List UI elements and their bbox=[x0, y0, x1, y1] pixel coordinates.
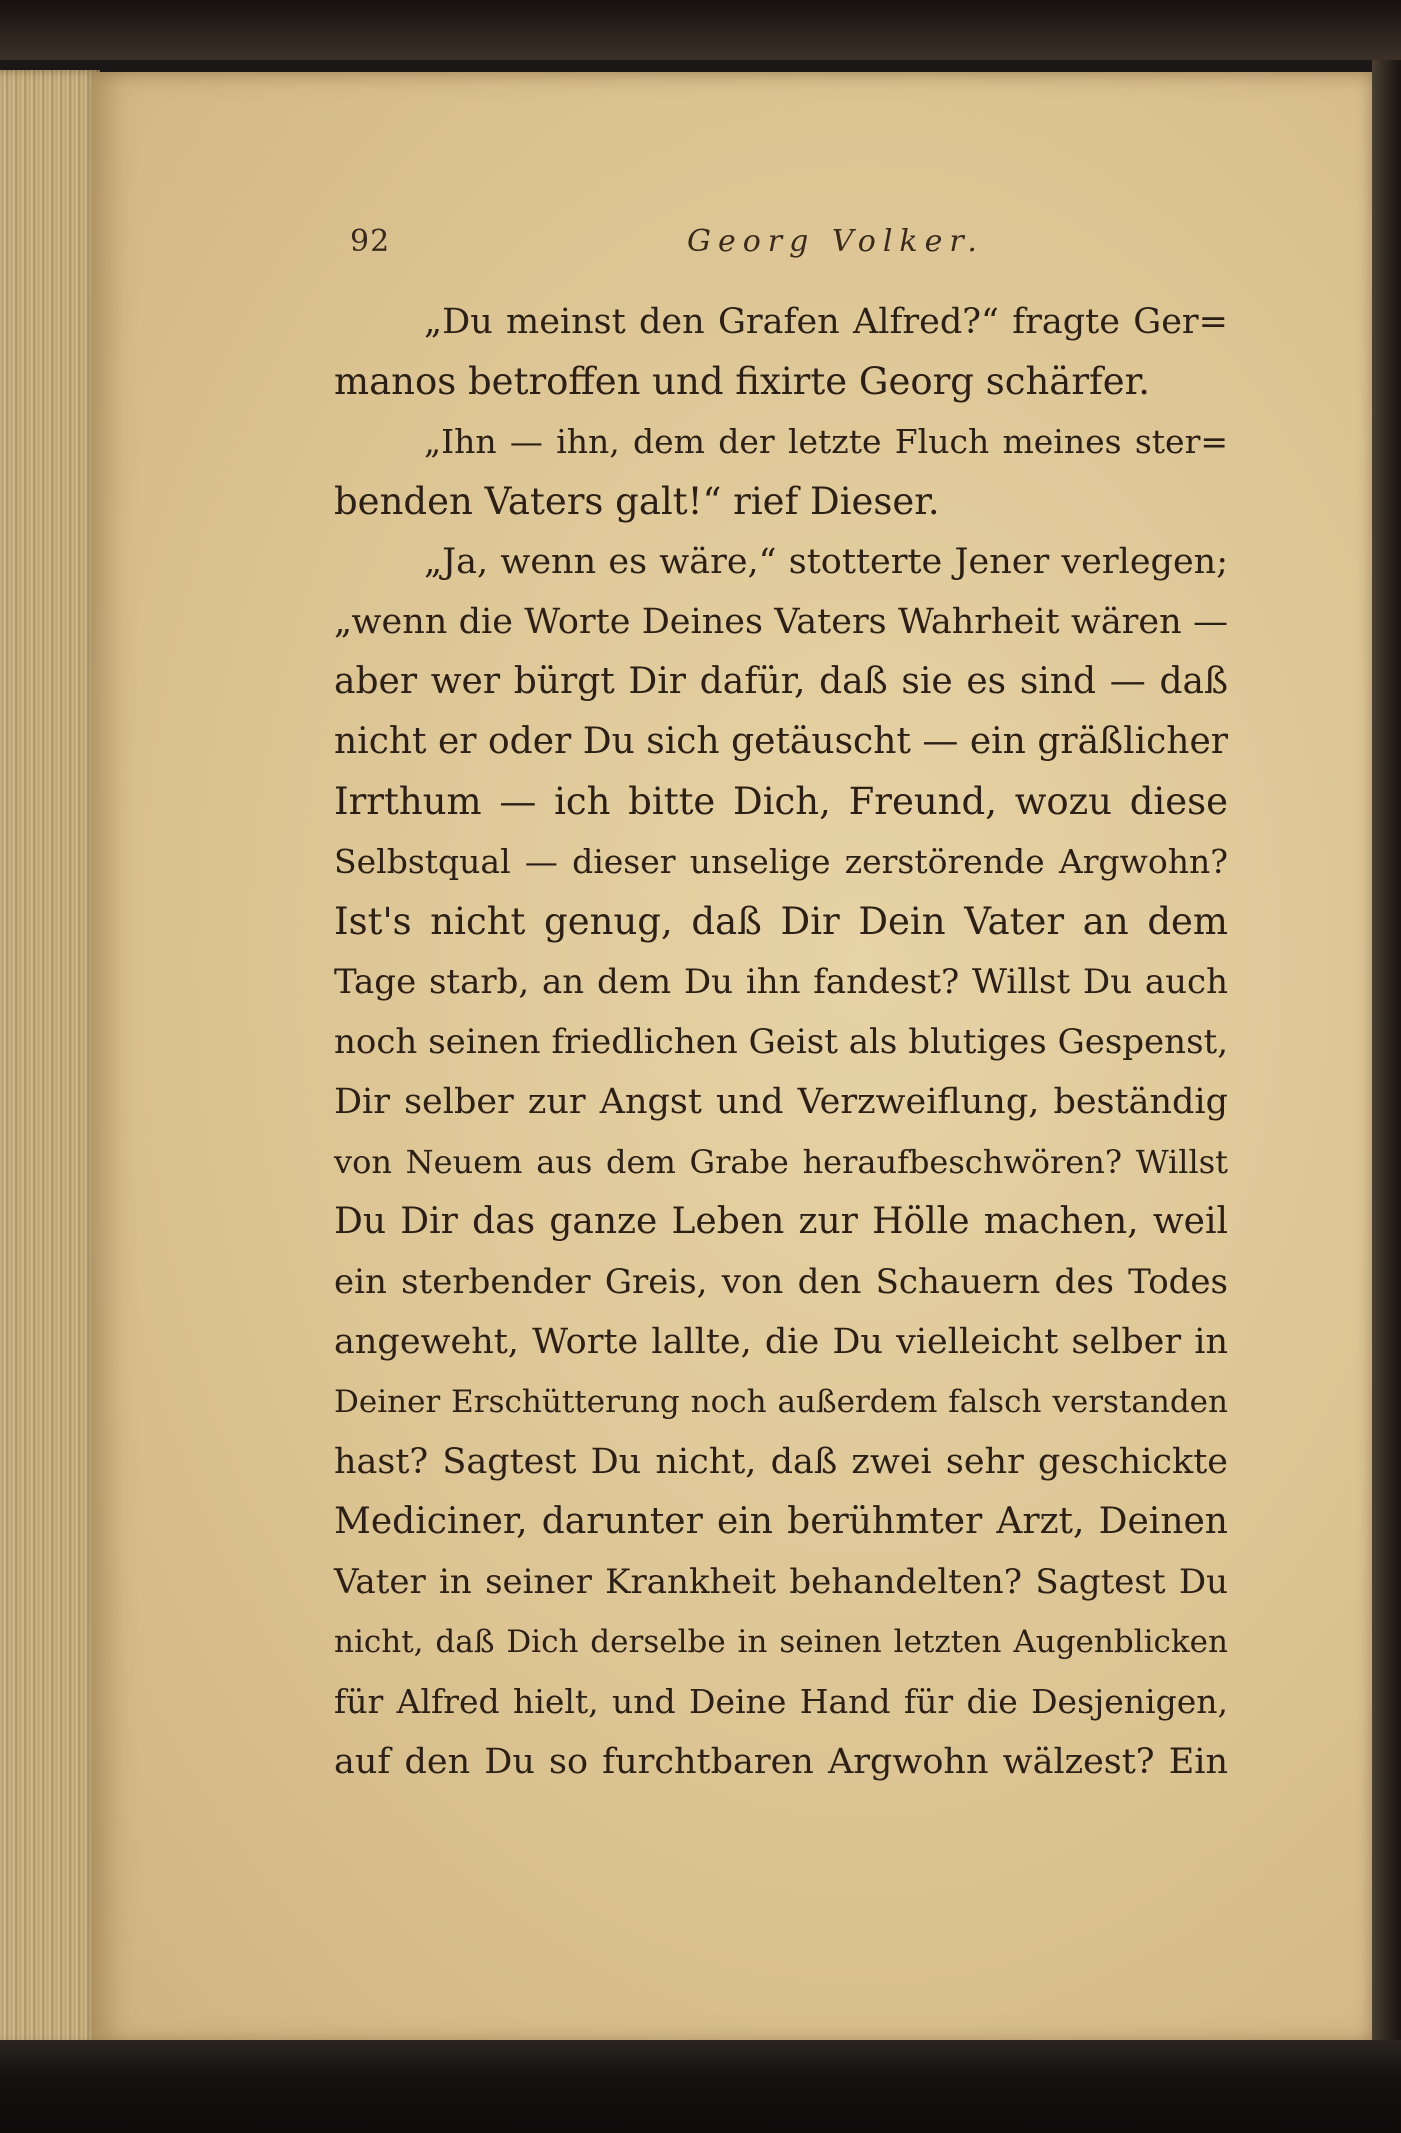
scan-top-border bbox=[0, 0, 1401, 60]
scan-right-border bbox=[1372, 60, 1401, 2045]
text-line: nicht er oder Du sich getäuscht — ein gräßlicher bbox=[334, 721, 1228, 762]
text-line: auf den Du so furchtbaren Argwohn wälzest? Ein bbox=[334, 1742, 1228, 1782]
text-line: von Neuem aus dem Grabe heraufbeschwören? Willst bbox=[334, 1143, 1228, 1181]
text-line: Ist's nicht genug, daß Dir Dein Vater an dem bbox=[334, 900, 1228, 943]
text-line: nicht, daß Dich derselbe in seinen letzten Augenblicken bbox=[334, 1624, 1228, 1660]
text-line: Irrthum — ich bitte Dich, Freund, wozu diese bbox=[334, 780, 1228, 823]
text-line: benden Vaters galt!“ rief Dieser. bbox=[334, 480, 940, 523]
text-line: manos betroffen und fixirte Georg schärfer. bbox=[334, 360, 1151, 403]
text-line: ein sterbender Greis, von den Schauern des Todes bbox=[334, 1262, 1228, 1302]
text-line: Selbstqual — dieser unselige zerstörende Argwohn? bbox=[334, 842, 1228, 881]
scan-bottom-border bbox=[0, 2040, 1401, 2133]
text-line: Mediciner, darunter ein berühmter Arzt, Deinen bbox=[334, 1501, 1228, 1542]
book-page-edges bbox=[0, 70, 100, 2045]
text-line: aber wer bürgt Dir dafür, daß sie es sind — daß bbox=[334, 661, 1228, 702]
text-line: Tage starb, an dem Du ihn fandest? Willst Du auch bbox=[334, 962, 1228, 1002]
text-line: hast? Sagtest Du nicht, daß zwei sehr geschickte bbox=[334, 1442, 1228, 1482]
text-line: Du Dir das ganze Leben zur Hölle machen, weil bbox=[334, 1201, 1228, 1242]
text-line: „wenn die Worte Deines Vaters Wahrheit wären — bbox=[334, 602, 1228, 642]
text-line: „Du meinst den Grafen Alfred?“ fragte Ger= bbox=[424, 302, 1228, 342]
text-line: Deiner Erschütterung noch außerdem falsch verstanden bbox=[334, 1384, 1228, 1420]
text-line: für Alfred hielt, und Deine Hand für die Desjenigen, bbox=[334, 1682, 1228, 1721]
page-number: 92 bbox=[350, 224, 391, 259]
page-header bbox=[350, 224, 1270, 268]
text-line: Dir selber zur Angst und Verzweiflung, beständig bbox=[334, 1082, 1228, 1122]
text-line: Vater in seiner Krankheit behandelten? Sagtest Du bbox=[334, 1562, 1228, 1602]
body-text bbox=[334, 292, 1228, 1792]
running-head: Georg Volker. bbox=[687, 224, 984, 259]
text-line: „Ja, wenn es wäre,“ stotterte Jener verlegen; bbox=[424, 542, 1228, 582]
text-line: noch seinen friedlichen Geist als blutiges Gespenst, bbox=[334, 1022, 1228, 1062]
text-line: „Ihn — ihn, dem der letzte Fluch meines ster= bbox=[424, 422, 1228, 461]
text-line: angeweht, Worte lallte, die Du vielleicht selber in bbox=[334, 1322, 1228, 1362]
